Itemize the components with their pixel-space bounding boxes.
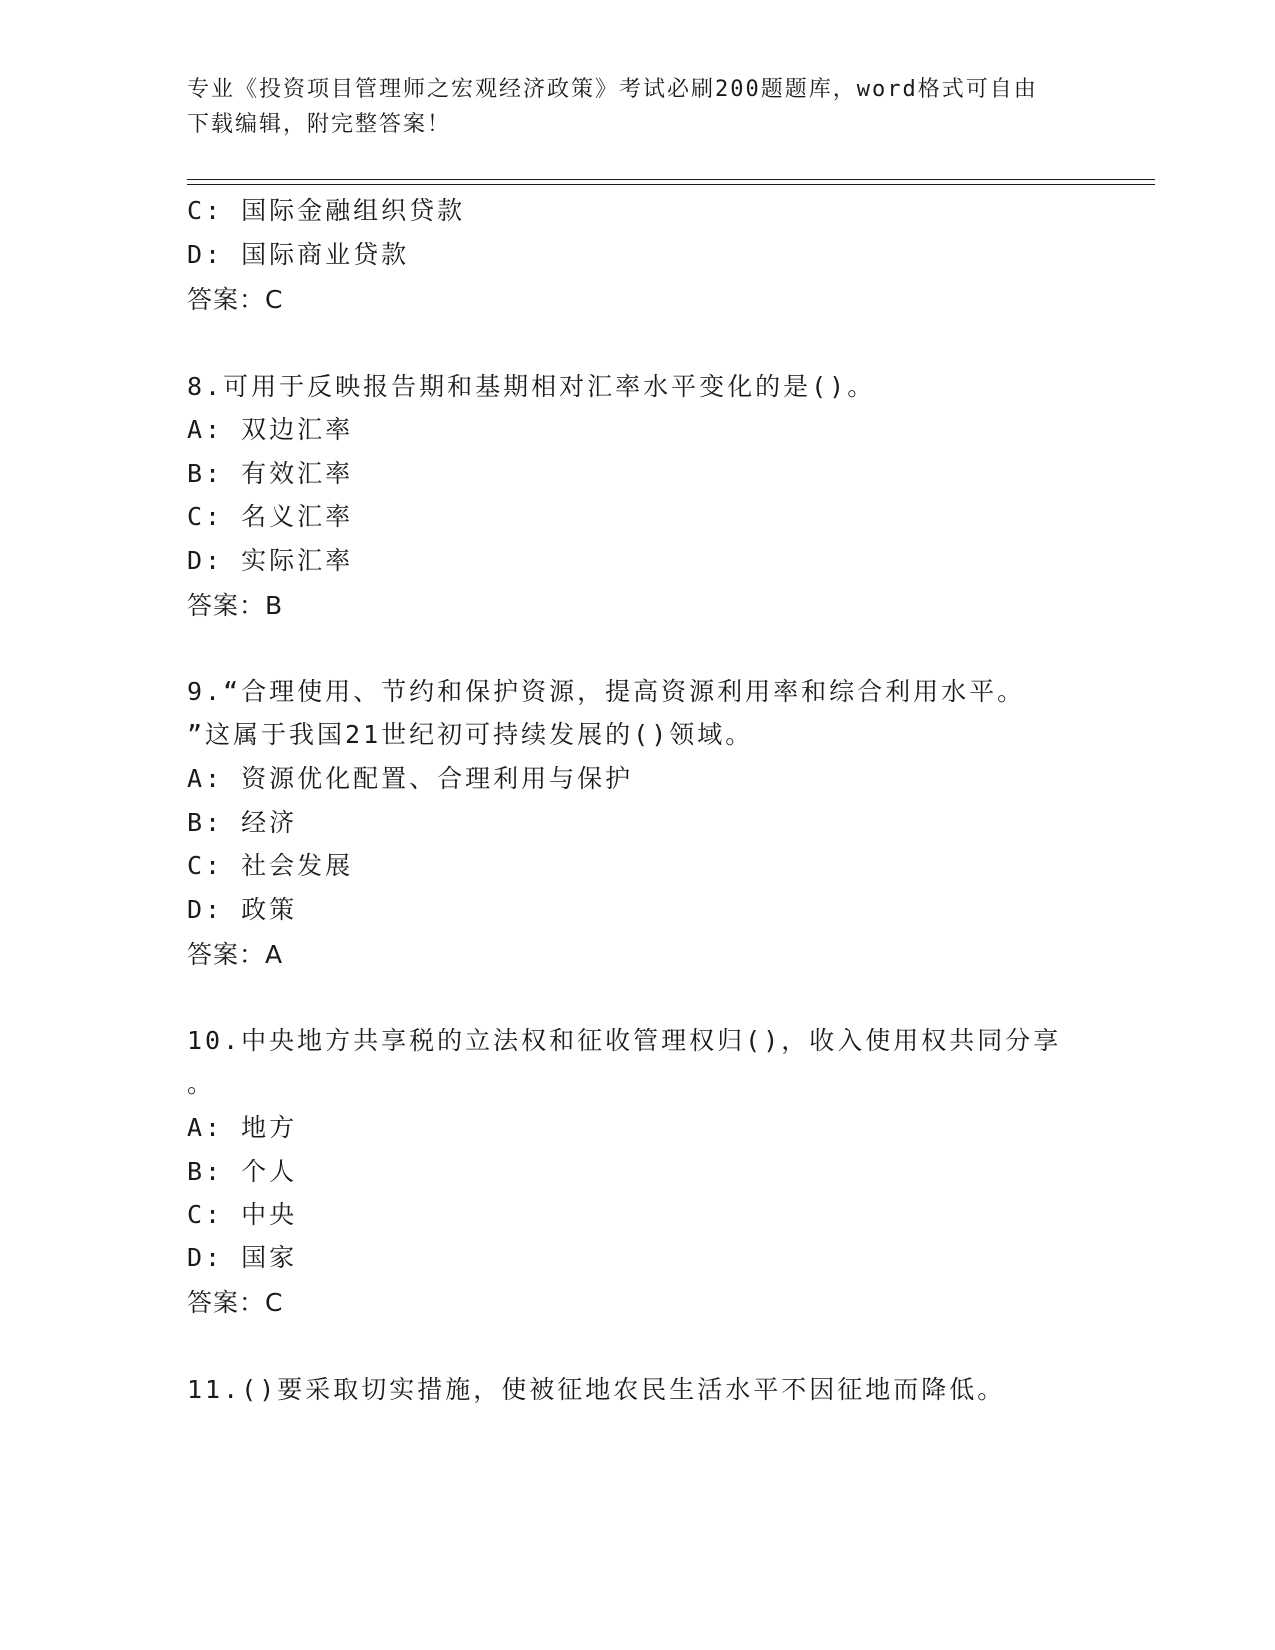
option-d: D: 国际商业贷款: [187, 240, 410, 269]
option-d: D: 实际汇率: [187, 546, 354, 575]
header-line-2: 下载编辑，附完整答案！: [187, 112, 452, 137]
question-10: 10.中央地方共享税的立法权和征收管理权归()，收入使用权共同分享: [187, 1026, 1062, 1055]
document-header: [187, 72, 1087, 142]
answer: 答案：A: [187, 940, 284, 969]
option-a: A: 资源优化配置、合理利用与保护: [187, 764, 634, 793]
option-a: A: 双边汇率: [187, 415, 354, 444]
question-8: 8.可用于反映报告期和基期相对汇率水平变化的是()。: [187, 372, 876, 401]
answer: 答案：B: [187, 591, 284, 620]
option-c: C: 社会发展: [187, 851, 354, 880]
option-b: B: 有效汇率: [187, 459, 354, 488]
question-9: 9.“合理使用、节约和保护资源，提高资源利用率和综合利用水平。: [187, 677, 1026, 706]
option-c: C: 国际金融组织贷款: [187, 196, 466, 225]
header-divider-top: [187, 179, 1155, 180]
header-divider-bottom: [187, 184, 1155, 185]
option-b: B: 经济: [187, 808, 298, 837]
option-a: A: 地方: [187, 1113, 298, 1142]
option-b: B: 个人: [187, 1157, 298, 1186]
question-11: 11.()要采取切实措施，使被征地农民生活水平不因征地而降低。: [187, 1375, 1006, 1404]
option-d: D: 国家: [187, 1243, 298, 1272]
answer: 答案：C: [187, 1288, 284, 1317]
question-9-continued: ”这属于我国21世纪初可持续发展的()领域。: [187, 720, 754, 749]
option-d: D: 政策: [187, 895, 298, 924]
option-c: C: 中央: [187, 1200, 298, 1229]
question-10-continued: 。: [187, 1069, 216, 1098]
answer: 答案：C: [187, 285, 284, 314]
header-line-1: 专业《投资项目管理师之宏观经济政策》考试必刷200题题库，word格式可自由: [187, 77, 1038, 102]
option-c: C: 名义汇率: [187, 502, 354, 531]
